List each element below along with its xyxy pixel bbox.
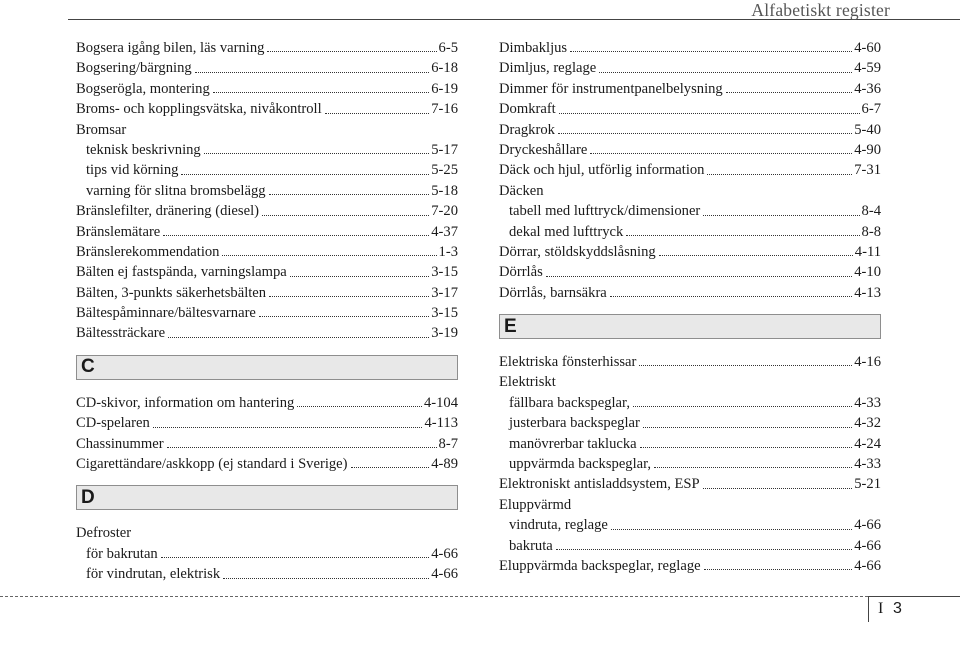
dot-leader — [259, 315, 429, 317]
index-entry — [499, 262, 881, 282]
entry-text: manövrerbar taklucka — [509, 435, 637, 452]
index-entry — [76, 79, 458, 99]
entry-text: Defroster — [76, 525, 132, 542]
entry-page-ref: 8-4 — [861, 203, 881, 220]
dot-leader — [168, 336, 429, 338]
entry-page-ref: 4-16 — [854, 354, 881, 371]
index-entry — [499, 79, 881, 99]
dot-leader — [297, 405, 422, 407]
entry-text: Domkraft — [499, 101, 556, 118]
index-entry — [499, 495, 881, 515]
dot-leader — [163, 234, 429, 236]
entry-page-ref: 4-66 — [854, 537, 881, 554]
index-entry — [76, 201, 458, 221]
index-column-right — [499, 38, 881, 576]
section-letter: E — [504, 315, 517, 337]
dot-leader — [558, 132, 852, 134]
dot-leader — [570, 50, 852, 52]
index-entry — [499, 181, 881, 201]
dot-leader — [643, 426, 852, 428]
index-subentry — [499, 454, 881, 474]
dot-leader — [153, 426, 423, 428]
entry-page-ref: 7-16 — [431, 101, 458, 118]
dot-leader — [556, 548, 852, 550]
index-entry — [76, 323, 458, 343]
entry-text: varning för slitna bromsbelägg — [86, 182, 266, 199]
entry-text: Elektroniskt antisladdsystem, ESP — [499, 476, 700, 493]
index-group-e — [499, 352, 881, 576]
entry-page-ref: 4-37 — [431, 223, 458, 240]
index-subentry — [499, 536, 881, 556]
footer-section-number: I — [878, 600, 884, 617]
entry-text: Dragkrok — [499, 121, 555, 138]
entry-text: teknisk beskrivning — [86, 141, 201, 158]
dot-leader — [659, 254, 853, 256]
entry-page-ref: 4-32 — [854, 415, 881, 432]
dot-leader — [726, 91, 853, 93]
entry-text: Dörrlås, barnsäkra — [499, 284, 607, 301]
index-group-b — [76, 38, 458, 344]
entry-page-ref: 4-90 — [854, 141, 881, 158]
entry-page-ref: 4-36 — [854, 80, 881, 97]
index-entry — [499, 474, 881, 494]
index-entry — [76, 454, 458, 474]
entry-text: Chassinummer — [76, 435, 164, 452]
entry-text: Bälten ej fastspända, varningslampa — [76, 264, 287, 281]
index-entry — [499, 160, 881, 180]
entry-text: Dimljus, reglage — [499, 60, 597, 77]
entry-text: vindruta, reglage — [509, 517, 608, 534]
entry-text: Dimmer för instrumentpanelbelysning — [499, 80, 723, 97]
dot-leader — [707, 173, 852, 175]
index-entry — [76, 262, 458, 282]
entry-text: Dörrar, stöldskyddslåsning — [499, 243, 656, 260]
dot-leader — [599, 71, 852, 73]
dot-leader — [546, 275, 852, 277]
index-entry — [76, 303, 458, 323]
entry-page-ref: 1-3 — [438, 243, 458, 260]
dot-leader — [559, 112, 860, 114]
entry-page-ref: 4-66 — [431, 566, 458, 583]
index-entry — [499, 38, 881, 58]
entry-text: CD-skivor, information om hantering — [76, 394, 295, 411]
entry-page-ref: 8-8 — [861, 223, 881, 240]
entry-text: Dörrlås — [499, 264, 543, 281]
dot-leader — [167, 446, 437, 448]
index-subentry — [499, 393, 881, 413]
entry-page-ref: 4-24 — [854, 435, 881, 452]
dot-leader — [590, 152, 852, 154]
dot-leader — [181, 173, 429, 175]
entry-text: Dryckeshållare — [499, 141, 588, 158]
footer-page-number: 3 — [893, 600, 902, 617]
index-subentry — [76, 181, 458, 201]
entry-text: Däcken — [499, 182, 544, 199]
entry-text: Eluppvärmd — [499, 496, 572, 513]
entry-text: Dimbakljus — [499, 39, 568, 56]
index-entry — [76, 38, 458, 58]
entry-text: Broms- och kopplingsvätska, nivåkontroll — [76, 101, 322, 118]
entry-page-ref: 5-18 — [431, 182, 458, 199]
entry-text: Cigarettändare/askkopp (ej standard i Sverige) — [76, 456, 348, 473]
entry-text: för vindrutan, elektrisk — [86, 566, 221, 583]
dot-leader — [262, 214, 429, 216]
entry-text: Bränslefilter, dränering (diesel) — [76, 203, 259, 220]
index-group-c — [76, 393, 458, 475]
entry-page-ref: 6-5 — [438, 39, 458, 56]
index-entry — [499, 242, 881, 262]
index-entry — [76, 413, 458, 433]
entry-page-ref: 4-10 — [854, 264, 881, 281]
index-column-left — [76, 38, 458, 585]
dot-leader — [633, 405, 852, 407]
index-subentry — [76, 140, 458, 160]
index-group-d-cont — [499, 38, 881, 303]
entry-page-ref: 6-18 — [431, 60, 458, 77]
entry-text: Bränslemätare — [76, 223, 161, 240]
index-entry — [499, 140, 881, 160]
index-entry — [499, 58, 881, 78]
entry-text: Bältessträckare — [76, 325, 166, 342]
dot-leader — [269, 193, 430, 195]
index-subentry — [76, 564, 458, 584]
entry-text: Bränslerekommendation — [76, 243, 220, 260]
entry-page-ref: 6-7 — [861, 101, 881, 118]
index-entry — [76, 99, 458, 119]
index-subentry — [499, 201, 881, 221]
dot-leader — [223, 577, 429, 579]
dot-leader — [161, 556, 430, 558]
index-group-d — [76, 523, 458, 584]
entry-page-ref: 3-15 — [431, 305, 458, 322]
entry-page-ref: 4-59 — [854, 60, 881, 77]
entry-page-ref: 8-7 — [438, 435, 458, 452]
index-entry — [499, 372, 881, 392]
dot-leader — [290, 275, 430, 277]
index-subentry — [76, 544, 458, 564]
entry-text: justerbara backspeglar — [509, 415, 640, 432]
index-entry — [76, 393, 458, 413]
entry-page-ref: 4-11 — [854, 243, 881, 260]
entry-page-ref: 7-20 — [431, 203, 458, 220]
entry-page-ref: 5-21 — [854, 476, 881, 493]
entry-text: Elektriska fönsterhissar — [499, 354, 637, 371]
entry-text: bakruta — [509, 537, 553, 554]
index-subentry — [499, 222, 881, 242]
index-subentry — [499, 434, 881, 454]
entry-text: Däck och hjul, utförlig information — [499, 162, 705, 179]
entry-page-ref: 3-15 — [431, 264, 458, 281]
index-entry — [499, 556, 881, 576]
dot-leader — [703, 214, 859, 216]
dot-leader — [204, 152, 430, 154]
index-entry — [499, 99, 881, 119]
entry-page-ref: 5-40 — [854, 121, 881, 138]
entry-page-ref: 4-89 — [431, 456, 458, 473]
dot-leader — [703, 487, 853, 489]
entry-page-ref: 5-25 — [431, 162, 458, 179]
dot-leader — [267, 50, 436, 52]
dot-leader — [213, 91, 429, 93]
dot-leader — [325, 112, 430, 114]
index-subentry — [499, 515, 881, 535]
dot-leader — [639, 364, 852, 366]
section-letter-c — [76, 355, 458, 380]
dot-leader — [704, 568, 853, 570]
dot-leader — [610, 295, 852, 297]
footer-dashed-rule — [0, 596, 868, 597]
entry-text: tabell med lufttryck/dimensioner — [509, 203, 701, 220]
entry-text: Bogsera igång bilen, läs varning — [76, 39, 265, 56]
index-entry — [76, 222, 458, 242]
entry-text: Bromsar — [76, 121, 127, 138]
entry-page-ref: 4-113 — [424, 415, 458, 432]
entry-page-ref: 4-33 — [854, 456, 881, 473]
entry-page-ref: 3-19 — [431, 325, 458, 342]
entry-page-ref: 6-19 — [431, 80, 458, 97]
entry-text: för bakrutan — [86, 545, 158, 562]
entry-page-ref: 4-66 — [854, 517, 881, 534]
index-entry — [499, 352, 881, 372]
section-letter-e — [499, 314, 881, 339]
dot-leader — [626, 234, 859, 236]
dot-leader — [222, 254, 436, 256]
entry-text: Bogserögla, montering — [76, 80, 210, 97]
entry-page-ref: 4-66 — [431, 545, 458, 562]
entry-page-ref: 4-66 — [854, 557, 881, 574]
entry-text: tips vid körning — [86, 162, 179, 179]
entry-text: Eluppvärmda backspeglar, reglage — [499, 557, 701, 574]
entry-page-ref: 4-13 — [854, 284, 881, 301]
entry-text: dekal med lufttryck — [509, 223, 624, 240]
entry-text: Bogsering/bärgning — [76, 60, 192, 77]
dot-leader — [611, 528, 852, 530]
entry-text: Bältespåminnare/bältesvarnare — [76, 305, 256, 322]
footer-tab-divider — [868, 596, 869, 622]
index-entry — [76, 283, 458, 303]
entry-page-ref: 7-31 — [854, 162, 881, 179]
entry-page-ref: 3-17 — [431, 284, 458, 301]
index-entry — [499, 283, 881, 303]
entry-page-ref: 4-33 — [854, 394, 881, 411]
entry-page-ref: 5-17 — [431, 141, 458, 158]
section-letter-d — [76, 485, 458, 510]
entry-text: Elektriskt — [499, 374, 556, 391]
dot-leader — [654, 466, 852, 468]
entry-text: fällbara backspeglar, — [509, 394, 630, 411]
index-entry — [76, 242, 458, 262]
page-header-title: Alfabetiskt register — [751, 0, 890, 20]
entry-text: uppvärmda backspeglar, — [509, 456, 652, 473]
index-subentry — [499, 413, 881, 433]
index-entry — [76, 523, 458, 543]
section-letter: C — [81, 356, 95, 378]
dot-leader — [640, 446, 853, 448]
entry-text: CD-spelaren — [76, 415, 150, 432]
index-entry — [76, 120, 458, 140]
section-letter: D — [81, 486, 95, 508]
index-entry — [499, 120, 881, 140]
index-subentry — [76, 160, 458, 180]
dot-leader — [269, 295, 429, 297]
index-entry — [76, 58, 458, 78]
dot-leader — [195, 71, 430, 73]
entry-text: Bälten, 3-punkts säkerhetsbälten — [76, 284, 267, 301]
index-entry — [76, 434, 458, 454]
entry-page-ref: 4-60 — [854, 39, 881, 56]
dot-leader — [351, 466, 430, 468]
footer-tab-rule — [868, 596, 960, 597]
entry-page-ref: 4-104 — [423, 394, 458, 411]
